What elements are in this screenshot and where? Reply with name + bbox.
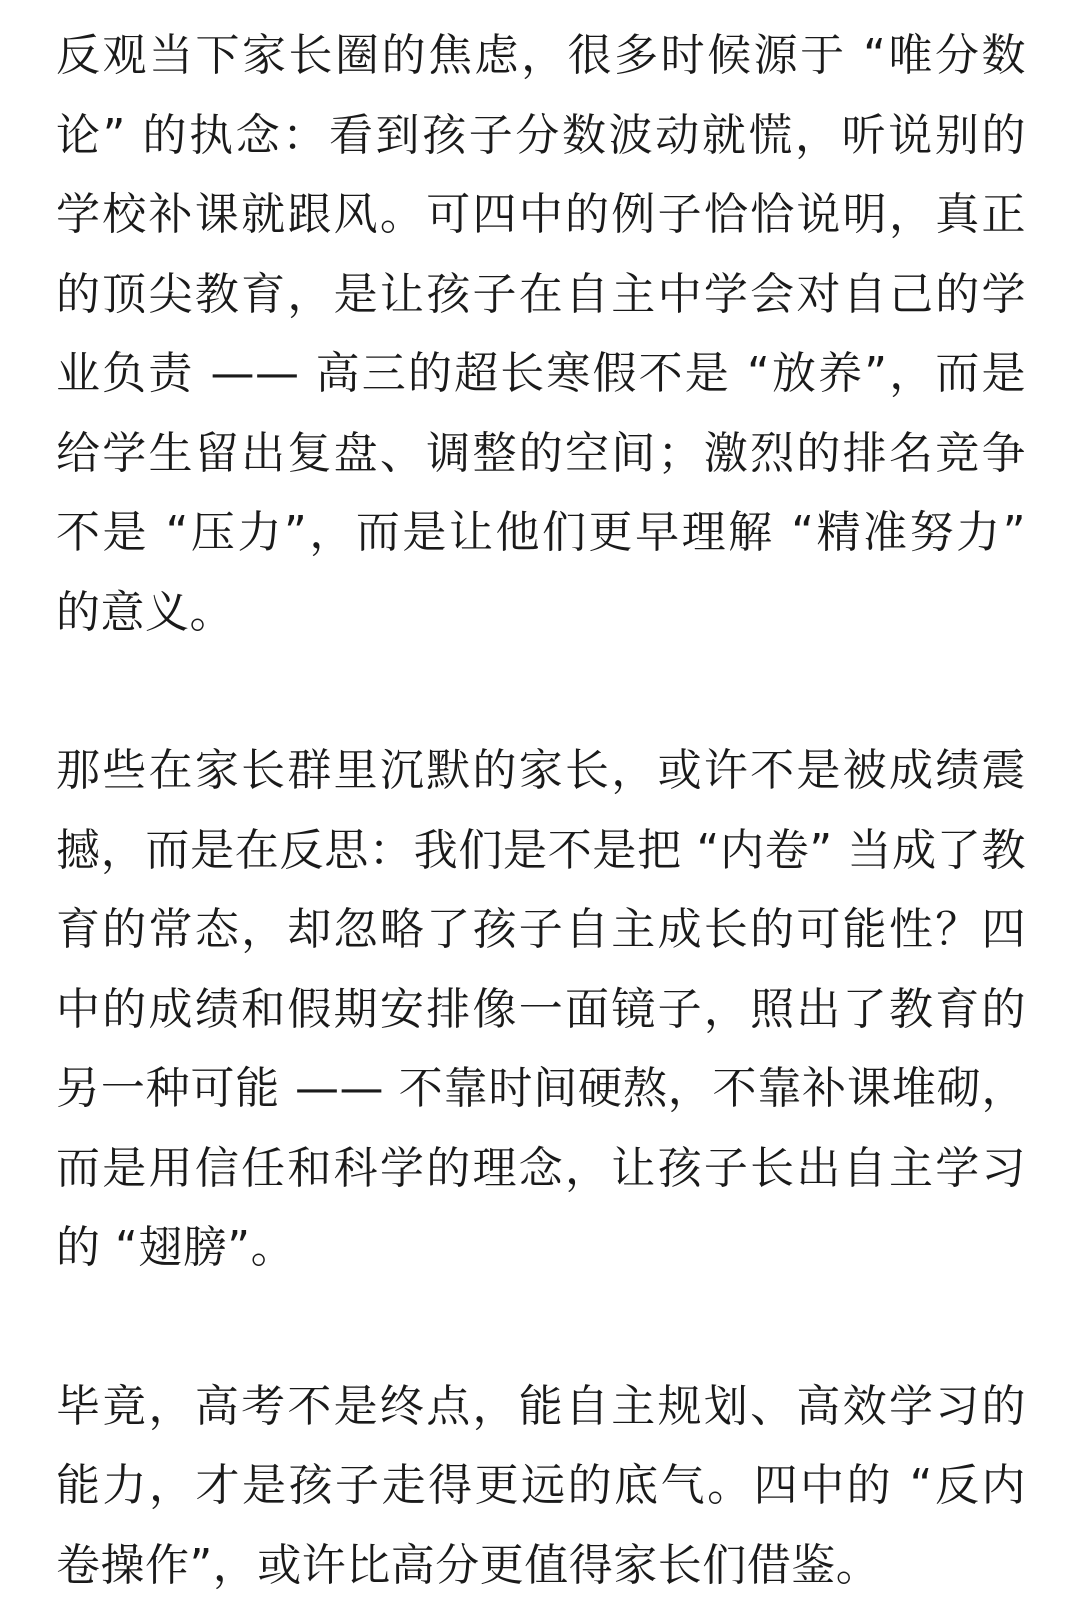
- paragraph-1: 反观当下家长圈的焦虑，很多时候源于 “唯分数论” 的执念：看到孩子分数波动就慌，听说别的学校补课就跟风。可四中的例子恰恰说明，真正的顶尖教育，是让孩子在自主中学会对自己的学业负责 —— 高三的超长寒假不是 “放养”，而是给学生留出复盘、调整的空间；激烈的排名竞争不是 “压力”，而是让他们更早理解 “精准努力” 的意义。: [56, 30, 1026, 638]
- paragraph-2: 那些在家长群里沉默的家长，或许不是被成绩震撼，而是在反思：我们是不是把 “内卷” 当成了教育的常态，却忽略了孩子自主成长的可能性？四中的成绩和假期安排像一面镜子，照出了教育的另一种可能 —— 不靠时间硬熬，不靠补课堆砌，而是用信任和科学的理念，让孩子长出自主学习的 “翅膀”。: [56, 745, 1026, 1273]
- paragraph-3: 毕竟，高考不是终点，能自主规划、高效学习的能力，才是孩子走得更远的底气。四中的 “反内卷操作”，或许比高分更值得家长们借鉴。: [56, 1380, 1026, 1591]
